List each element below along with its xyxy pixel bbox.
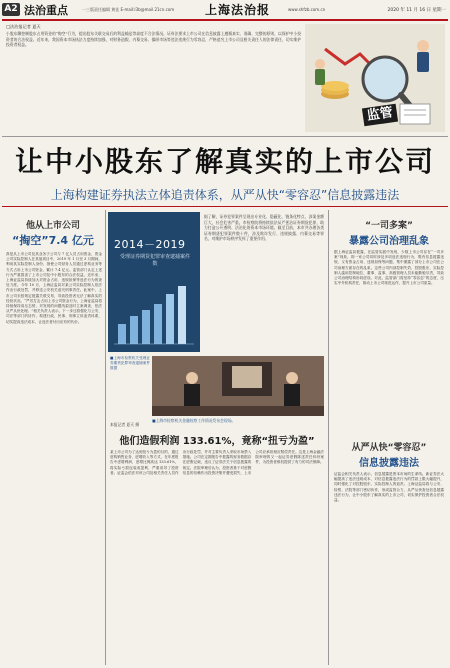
bar-2016 <box>142 310 150 344</box>
bar-2015 <box>130 316 138 344</box>
section-title: 法治重点 <box>24 4 68 17</box>
main-headline: 让中小股东了解真实的上市公司 <box>14 145 435 178</box>
sub-headline: 上海构建证券执法立体追责体系，从严从快“零容忍”信息披露违法 <box>50 188 400 202</box>
section-two-title: 他们造假利润 133.61%，竟称“扭亏为盈” <box>119 436 315 447</box>
right-kicker-2: 从严从快“零容忍” <box>351 443 427 453</box>
supervision-stamp: 监管 <box>362 104 398 127</box>
chart-subtitle: 受理证券期货犯罪审查逮捕案件数 <box>119 254 190 267</box>
top-byline: □法治报记者 夏天 <box>6 24 41 29</box>
column-divider-right <box>328 210 329 665</box>
bar-2017 <box>154 304 162 344</box>
chart-caption: ■上海市检察机关受理证券期货犯罪审查逮捕案件数据 <box>110 356 150 371</box>
middle-column-body: 据了解，证券犯罪案件呈现出专业化、隐蔽化、链条化特点，涉案金额巨大，社会危害严重。市检察院将持续依法从严惩治证券期货犯罪，助力打造公开透明、法治化的资本市场环境。截至目前，本市共办理各类证券期货犯罪案件数十件，涉及欺诈发行、违规披露、内幕交易等罪名，对维护市场秩序发挥了重要作用。 <box>204 214 324 242</box>
right-kicker: “一司多案” <box>365 221 413 231</box>
chart-panel <box>108 212 200 352</box>
editor-line: 一三版责任编辑 黄佳 E-mail:l3b@mail.21cn.com <box>82 7 175 12</box>
chart-bars <box>108 274 200 352</box>
paper-url[interactable]: www.shfzb.com.cn <box>288 7 326 12</box>
right-title: 暴露公司治理乱象 <box>349 236 429 247</box>
date-line: 2020 年 11 月 16 日 星期一 <box>387 8 446 13</box>
section-badge: A2 <box>2 3 20 16</box>
supervision-illustration <box>305 24 445 132</box>
left-kicker: 他从上市公司 <box>25 221 80 231</box>
right-column-body-2: 证监会相关负责人表示，信息披露是资本市场的生命线。新证券法大幅提高了违法违规成本，对信息披露违法行为的罚款上限大幅提升，同时强化了对控股股东、实际控制人的追责。上海证监局将与公安、检察、法院等部门密切协作，形成监管合力，从严从快查处信息披露违法行为，让中小股东了解真实的上市公司，切实保护投资者合法权益。 <box>334 472 444 503</box>
intro-paragraph: 小股东聊控制股东占用资金的“掏空”行为，提出股东关联交易后的利益输送等高度不合法情况。证券法要求上市公司在信息披露上遵循真实、准确、完整的原则，以保护中小投资者的合法权益。近年来，我国资本市场执法力度持续加强，对财务造假、内幕交易、操纵市场等违法违规行为零容忍，严格追究上市公司及相关责任人的法律责任，切实维护投资者权益。 <box>6 31 301 48</box>
column-divider-left <box>105 210 106 665</box>
right-column-body: 据上海证监局披露，在监管实践中发现，少数上市公司存在“一司多案”现象，即一家公司同时涉及多项违法违规行为，既有信息披露违规，又有资金占用、违规担保等问题，集中暴露了部分上市公司在公司治理方面存在的乱象。这些公司内部控制失效，控股股东、实际控制人滥用控制地位，董事、监事、高级管理人员未能勤勉尽责，导致公司治理结构形同虚设。对此，监管部门将坚持“零容忍”的态度，压实中介机构责任，推动上市公司规范运作，提升上市公司质量。 <box>334 250 444 286</box>
masthead-rule <box>2 19 448 21</box>
left-title: “掏空”7.4 亿元 <box>12 234 94 247</box>
press-conference-photo <box>152 356 324 416</box>
section-two-body: 某上市公司为了达到扭亏为盈的目的，通过虚构销售业务、虚增收入等方式，在年度报告中虚增利润，虚增比例高达 133.61%，将实际亏损包装成盈利，严重误导了投资者。证监会依法对该公司及相关责任人员作出行政处罚，并对主要负责人采取市场禁入措施。公司在定期报告中披露的财务数据存在虚假记载，违反了证券法关于信息披露的规定。法院审理后认为，投资者基于对虚假信息的信赖作出投资决策并遭受损失，上市公司应承担相应赔偿责任。这是上海金融法院审理的又一起证券虚假陈述责任纠纷案件，为投资者维权提供了有力的司法保障。 <box>110 450 324 475</box>
chart-years: 2014－2019 <box>114 238 186 251</box>
bar-2019 <box>178 286 186 344</box>
masthead <box>0 0 450 20</box>
headline-bottom-rule <box>2 206 448 207</box>
photo-caption: ■上海市检察机关金融检察工作情况发布会现场。 <box>152 418 236 423</box>
bar-2018 <box>166 294 174 344</box>
headline-top-rule <box>2 136 448 137</box>
paper-name-logo: 上海法治报 <box>205 3 271 17</box>
bar-2014 <box>118 324 126 344</box>
photo-credit: 本报记者 夏天 摄 <box>110 422 139 427</box>
left-column-body: 真是从上市公司及其业务子公司与 7 亿人员占用资金，资金公司实际控制人在其他项目中，2019 年 1 月至 3 月期间，利用其实际控制人身份，指使公司财务人员通过虚构业务等方式占用上市公司资金，累计 7.4 亿元。监管部门认定上述行为严重损害了上市公司及中小股东的合法权益。近年来，上海证监局持续加大对资金占用、违规担保等违法行为的查处力度。今年 10 月，上海证监局对某公司实际控制人依法作出行政处罚，并移送公安机关追究刑事责任。此案中，上市公司未按规定披露关联交易，导致投资者无法了解真实的经营状况。“严厉打击占用上市公司资金行为，上海证监局将持续保持高压态势，对发现的问题线索及时立案调查，依法从严从快处理。”相关负责人表示，下一步还将强化与公安、司法等部门的协作，构建行政、民事、刑事立体追责体系，切实提高违法成本，让违法者付出应有的代价。 <box>6 252 102 324</box>
right-title-2: 信息披露违法 <box>359 458 419 469</box>
